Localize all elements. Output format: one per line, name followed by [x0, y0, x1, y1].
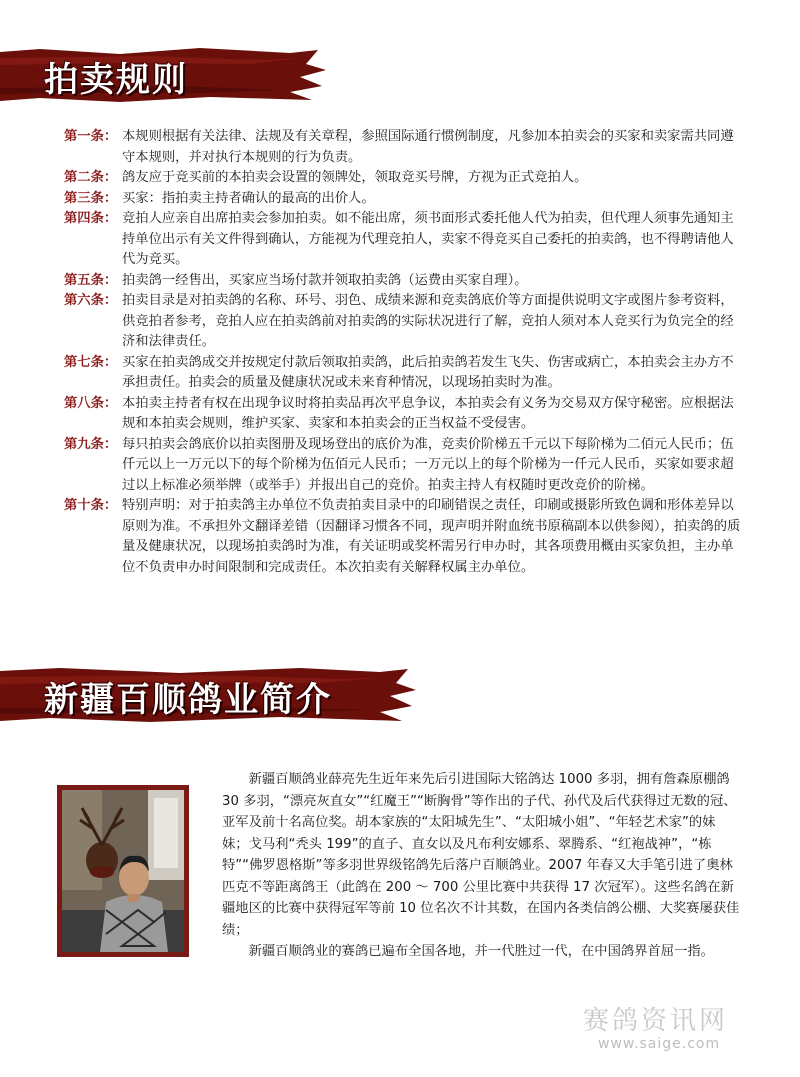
rule-item: [64, 127, 744, 168]
rule-item: [64, 168, 744, 189]
rule-item: [64, 435, 744, 497]
rule-item: [64, 209, 744, 271]
rule-text: 竞拍人应亲自出席拍卖会参加拍卖。如不能出席，须书面形式委托他人代为拍卖，但代理人须事先通知主持单位出示有关文件得到确认，方能视为代理竞拍人，卖家不得竞买自己委托的拍卖鸽，也不得聘请他人代为竞买。: [122, 211, 734, 267]
rule-label: 第一条：: [64, 129, 118, 144]
section-title: 新疆百顺鸽业简介: [44, 680, 332, 720]
rule-label: 第三条：: [64, 190, 118, 206]
rule-item: [64, 271, 744, 292]
intro-paragraph: 新疆百顺鸽业薛亮先生近年来先后引进国际大铭鸽达 1000 多羽，拥有詹森原棚鸽 30 多羽，“漂亮灰直女”“红魔王”“断胸骨”等作出的子代、孙代及后代获得过无数的冠、亚军及前十名高位奖。胡本家族的“太阳城先生”、“太阳城小姐”、“年轻艺术家”的妹妹；戈马利“秃头 199”的直子、直女以及凡布利安娜系、翠腾系、“红袍战神”，“栋特”“佛罗恩格斯”等多羽世界级铭鸽先后落户百顺鸽业。2007 年春又大手笔引进了奥林匹克不等距离鸽王（此鸽在 200 ～ 700 公里比赛中共获得 17 次冠军）。这些名鸽在新疆地区的比赛中获得冠军等前 10 位名次不计其数，在国内各类信鸽公棚、大奖赛屡获佳绩；: [222, 772, 740, 938]
rule-text: 每只拍卖会鸽底价以拍卖图册及现场登出的底价为准，竞卖价阶梯五千元以下每阶梯为二佰元人民币；伍仟元以上一万元以下的每个阶梯为伍佰元人民币；一万元以上的每个阶梯为一仟元人民币，买家如要求超过以上标准必须举牌（或举手）并报出自己的竞价。拍卖主持人有权随时更改竞价的阶梯。: [122, 436, 734, 493]
portrait-illustration: [62, 790, 184, 952]
rule-label: 第八条：: [64, 395, 118, 411]
section-banner-rules: [0, 46, 330, 104]
rule-label: 第十条：: [64, 498, 118, 513]
rule-text: 拍卖鸽一经售出，买家应当场付款并领取拍卖鸽（运费由买家自理）。: [122, 272, 528, 288]
rule-label: 第二条：: [64, 170, 118, 185]
portrait-photo: [57, 785, 189, 957]
watermark-url: www.saige.com: [598, 1036, 721, 1052]
rule-text: 买家：指拍卖主持者确认的最高的出价人。: [122, 190, 375, 206]
rule-text: 本规则根据有关法律、法规及有关章程，参照国际通行惯例制度，凡参加本拍卖会的买家和卖家需共同遵守本规则，并对执行本规则的行为负责。: [122, 129, 734, 165]
rule-label: 第九条：: [64, 436, 118, 452]
rule-text: 鸽友应于竞买前的本拍卖会设置的领牌处，领取竞买号牌，方视为正式竞拍人。: [122, 170, 588, 185]
section-banner-intro: [0, 666, 420, 724]
rule-label: 第七条：: [64, 354, 118, 370]
rules-list: [64, 127, 744, 578]
rule-item: [64, 291, 744, 353]
rule-item: [64, 394, 744, 435]
intro-paragraph: 新疆百顺鸽业的赛鸽已遍布全国各地，并一代胜过一代，在中国鸽界首屈一指。: [248, 944, 714, 959]
rule-label: 第五条：: [64, 272, 118, 288]
rule-text: 拍卖目录是对拍卖鸽的名称、环号、羽色、成绩来源和竞卖鸽底价等方面提供说明文字或图片参考资料，供竞拍者参考，竞拍人应在拍卖鸽前对拍卖鸽的实际状况进行了解，竞拍人须对本人竞买行为负完全的经济和法律责任。: [122, 293, 734, 349]
intro-text: [222, 769, 742, 963]
watermark-logo: 赛鸽资讯网: [583, 1006, 729, 1036]
rule-label: 第六条：: [64, 293, 118, 308]
rule-text: 买家在拍卖鸽成交并按规定付款后领取拍卖鸽，此后拍卖鸽若发生飞失、伤害或病亡，本拍卖会主办方不承担责任。拍卖会的质量及健康状况或未来育种情况，以现场拍卖时为准。: [122, 354, 734, 390]
rule-item: [64, 353, 744, 394]
section-title: 拍卖规则: [44, 60, 188, 100]
rule-text: 本拍卖主持者有权在出现争议时将拍卖品再次平息争议，本拍卖会有义务为交易双方保守秘密。应根据法规和本拍卖会规则，维护买家、卖家和本拍卖会的正当权益不受侵害。: [122, 395, 734, 431]
rule-label: 第四条：: [64, 211, 118, 226]
rule-text: 特别声明：对于拍卖鸽主办单位不负责拍卖目录中的印刷错误之责任，印刷或摄影所致色调和形体差异以原则为准。不承担外文翻译差错（因翻译习惯各不同，现声明并附血统书原稿副本以供参阅），拍卖鸽的质量及健康状况，以现场拍卖鸽时为准，有关证明或奖杯需另行申办时，其各项费用概由买家负担，主办单位不负责申办时间限制和完成责任。本次拍卖有关解释权属主办单位。: [122, 498, 741, 575]
rule-item: [64, 496, 744, 578]
rule-item: [64, 189, 744, 210]
